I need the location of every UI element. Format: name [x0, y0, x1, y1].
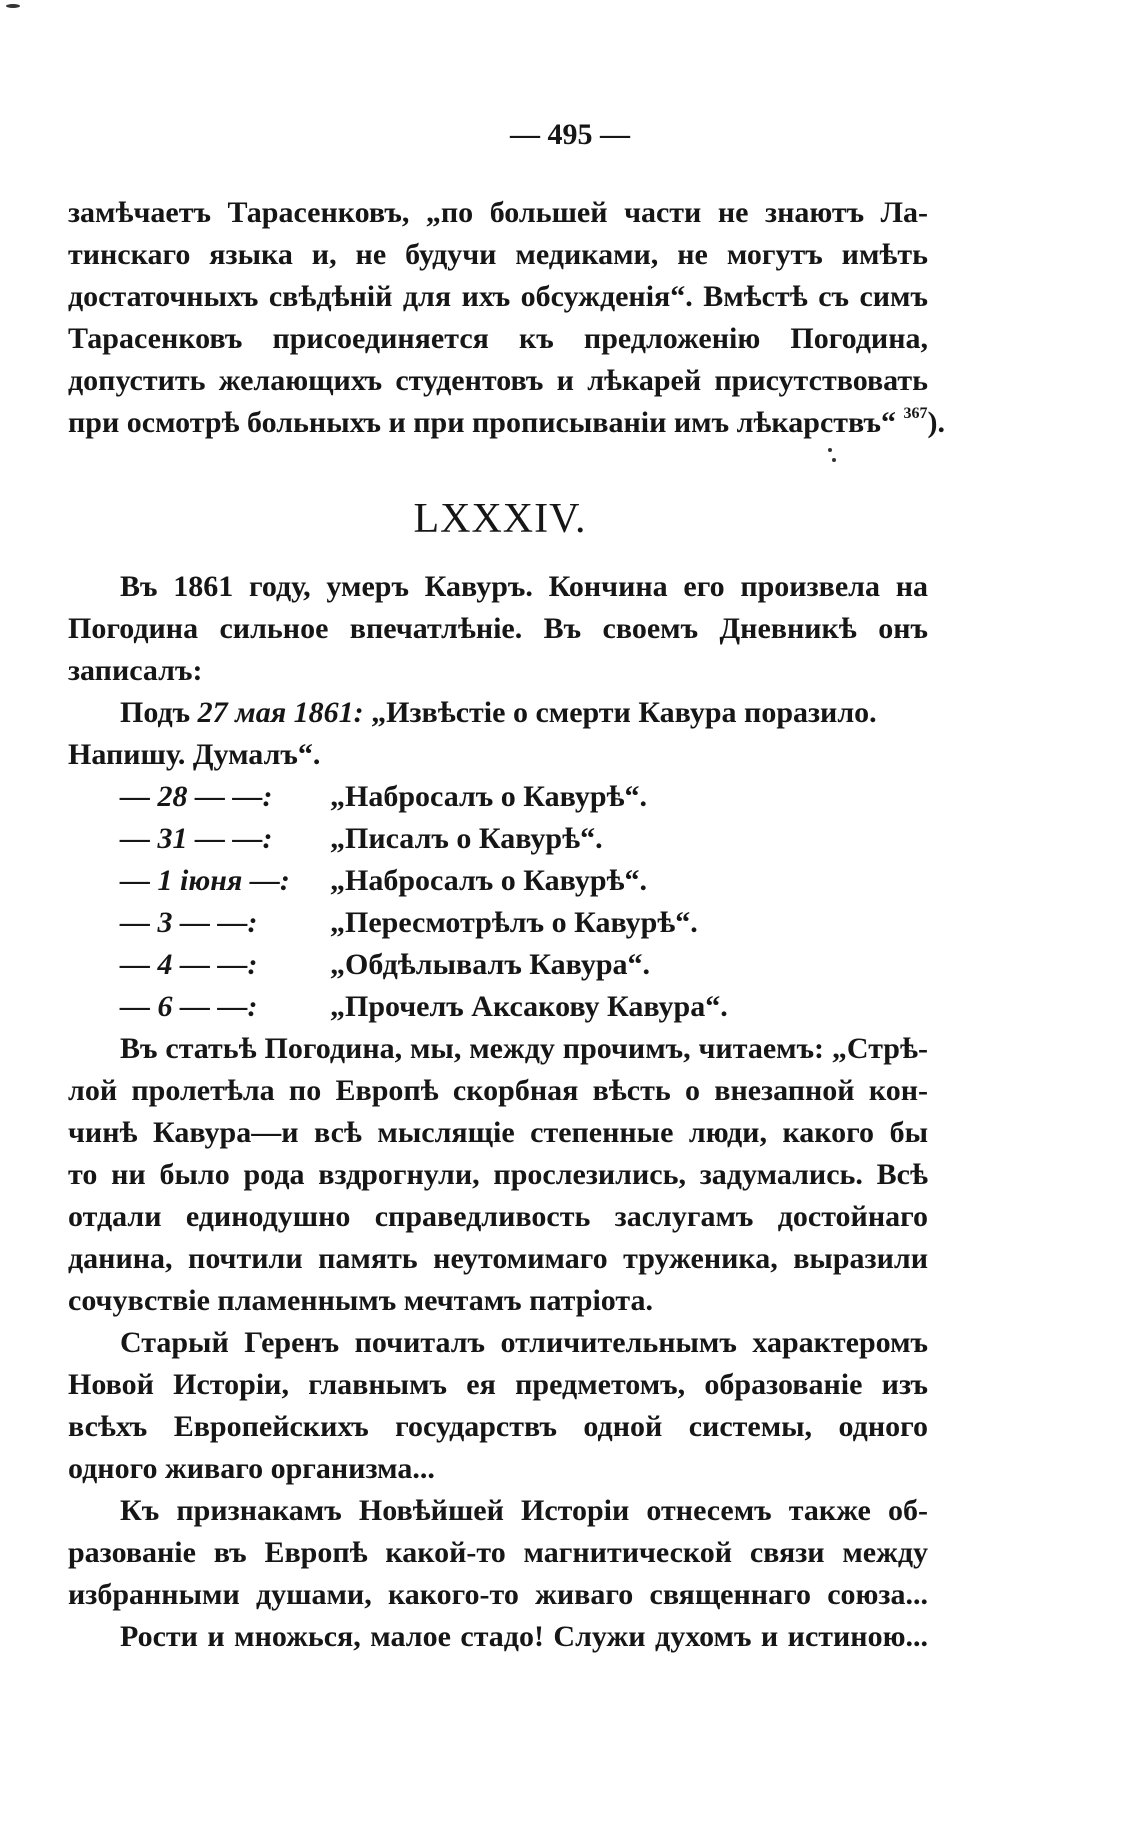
entry-date: — 4 — —: — [120, 948, 258, 981]
diary-entry — [68, 986, 928, 1028]
entry-date: — 3 — —: — [120, 906, 258, 939]
text-line: Въ 1861 году, умеръ Кавуръ. Кончина его произвела на — [120, 570, 928, 603]
entry-date: — 31 — —: — [120, 822, 273, 855]
diary-entry — [68, 944, 928, 986]
text-line: отдали единодушно справедливость заслугамъ достойнаго — [68, 1200, 928, 1233]
entry-text: „Прочелъ Аксакову Кавура“. — [330, 990, 728, 1023]
entry-text: „Обдѣлывалъ Кавура“. — [330, 948, 651, 981]
diary-text: „Извѣстіе о смерти Кавура поразило. — [363, 696, 877, 729]
scan-speck — [6, 4, 20, 8]
scan-speck — [832, 458, 836, 462]
text-line: сочувствіе пламеннымъ мечтамъ патріота. — [68, 1284, 653, 1317]
text-line: при осмотрѣ больныхъ и при прописываніи имъ лѣкарствъ“ — [68, 406, 896, 439]
text-line: избранными душами, какого-то живаго священнаго союза... — [68, 1578, 928, 1611]
text-line: допустить желающихъ студентовъ и лѣкарей присутствовать — [68, 364, 928, 397]
diary-entry — [68, 902, 928, 944]
page-number: — 495 — — [510, 118, 630, 151]
text-line: данина, почтили память неутомимаго труженика, выразили — [68, 1242, 928, 1275]
text-line: записалъ: — [68, 654, 203, 687]
chapter-heading: LXXXIV. — [413, 496, 587, 542]
text-line: Погодина сильное впечатлѣніе. Въ своемъ Дневникѣ онъ — [68, 612, 928, 645]
text-line: Старый Геренъ почиталъ отличительнымъ характеромъ — [120, 1326, 928, 1359]
diary-prefix: Подъ — [120, 696, 198, 729]
footnote-ref: 367 — [903, 405, 928, 422]
top-paragraph — [68, 192, 945, 444]
text-line: всѣхъ Европейскихъ государствъ одной системы, одного — [68, 1410, 928, 1443]
final-line: Рости и множься, малое стадо! Служи духомъ и истиною... — [120, 1620, 928, 1653]
text-line: то ни было рода вздрогнули, прослезились, задумались. Всѣ — [68, 1158, 928, 1191]
diary-date: 27 мая 1861: — [197, 696, 364, 729]
entry-text: „Набросалъ о Кавурѣ“. — [330, 780, 648, 813]
text-line: чинѣ Кавура—и всѣ мыслящіе степенные люди, какого бы — [68, 1116, 928, 1149]
text-line: лой пролетѣла по Европѣ скорбная вѣсть о внезапной кон- — [68, 1074, 928, 1107]
entry-text: „Набросалъ о Кавурѣ“. — [330, 864, 648, 897]
diary-entry — [68, 860, 928, 902]
entry-date: — 1 іюня —: — [120, 864, 290, 897]
diary-entry — [68, 818, 928, 860]
text-line: Къ признакамъ Новѣйшей Исторіи отнесемъ также об- — [120, 1494, 928, 1527]
diary-intro-line — [68, 692, 928, 734]
text-line-last — [68, 402, 945, 444]
entry-date: — 6 — —: — [120, 990, 258, 1023]
text-line: одного живаго организма... — [68, 1452, 435, 1485]
entry-text: „Пересмотрѣлъ о Кавурѣ“. — [330, 906, 698, 939]
text-line: тинскаго языка и, не будучи медиками, не могутъ имѣть — [68, 238, 928, 271]
text-line: достаточныхъ свѣдѣній для ихъ обсужденія“. Вмѣстѣ съ симъ — [68, 280, 928, 313]
text-line: Тарасенковъ присоединяется къ предложенію Погодина, — [68, 322, 928, 355]
scan-speck — [828, 448, 832, 452]
text-line: замѣчаетъ Тарасенковъ, „по большей части не знаютъ Ла- — [68, 196, 928, 229]
intro-paragraph — [68, 566, 928, 1658]
diary-entry — [68, 776, 928, 818]
entry-date: — 28 — —: — [120, 780, 273, 813]
diary-continuation: Напишу. Думалъ“. — [68, 738, 321, 771]
entry-text: „Писалъ о Кавурѣ“. — [330, 822, 603, 855]
text-line: Въ статьѣ Погодина, мы, между прочимъ, читаемъ: „Стрѣ- — [120, 1032, 928, 1065]
text-line: разованіе въ Европѣ какой-то магнитической связи между — [68, 1536, 928, 1569]
closing-paren: ). — [927, 406, 945, 439]
text-line: Новой Исторіи, главнымъ ея предметомъ, образованіе изъ — [68, 1368, 928, 1401]
